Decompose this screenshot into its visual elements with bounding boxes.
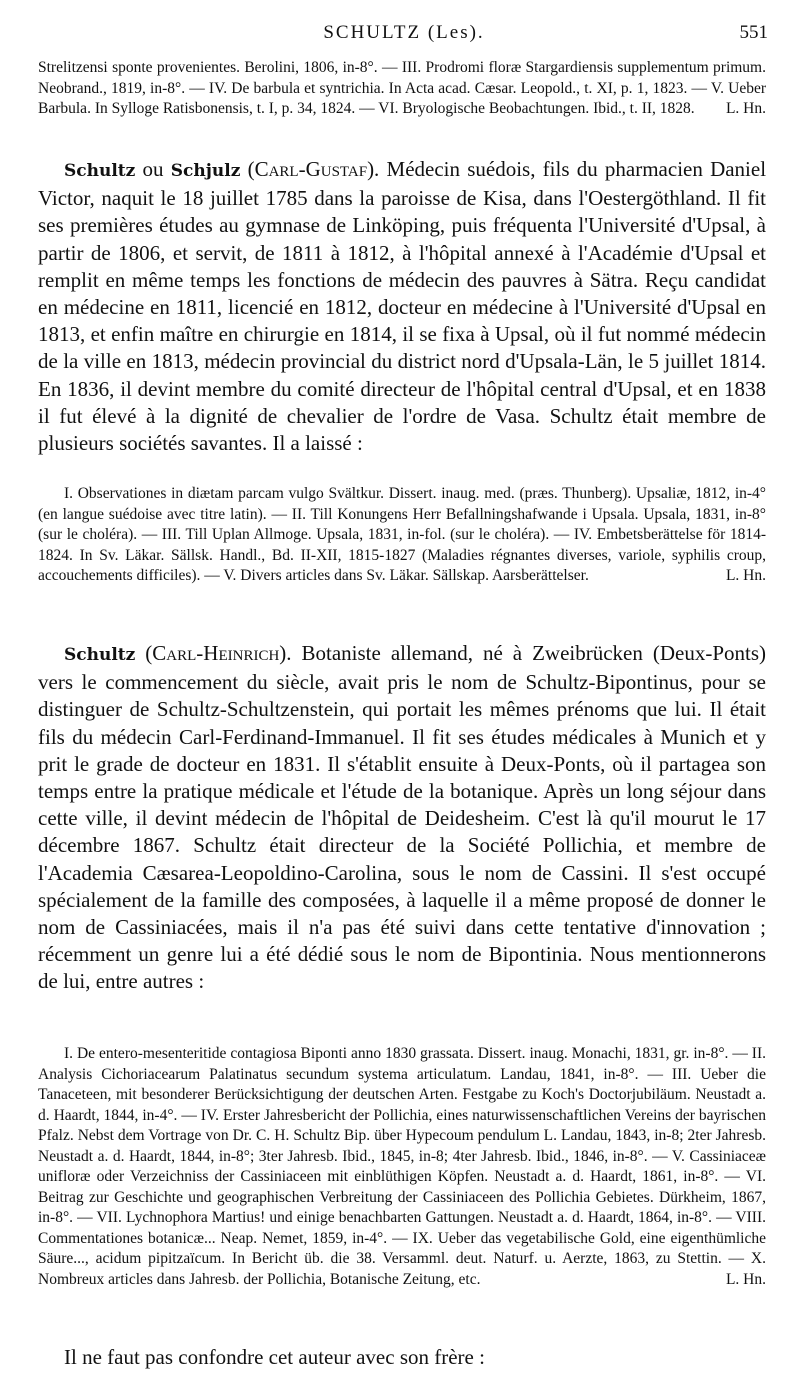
running-head: SCHULTZ (Les). [323,22,485,43]
entry-body: Botaniste allemand, né à Zweibrücken (Deux-Ponts) vers le commencement du siècle, avait pris le nom de Schultz-Bipontinus, pour se distinguer de Schultz-Schultzenstein, qui portait les mêmes prénoms que lui. Il était fils du médecin Carl-Ferdinand-Immanuel. Il fit ses études médicales à Munich et y prit le grade de docteur en 1831. Il s'établit ensuite à Deux-Ponts, où il partagea son temps entre la pratique médicale et l'étude de la botanique. Après un long séjour dans cette ville, il devint médecin de l'hôpital de Deidesheim. C'est là qu'il mourut le 17 décembre 1867. Schultz était directeur de la Société Pollichia, et membre de l'Academia Cæsarea-Leopoldino-Carolina, sous le nom de Cassini. Il s'est occupé spécialement de la famille des composées, à laquelle il a même proposé de donner le nom de Cassiniacées, mais il n'a pas été suivi dans cette tentative d'innovation ; récemment un genre lui a été dédié sous le nom de Bipontinia. Nous mentionnerons de lui, entre autres : [38,641,767,994]
entry-carl-gustaf [38,156,766,457]
closing-paragraph [38,1344,766,1371]
page-header [40,22,768,52]
signature: L. Hn. [725,100,766,117]
page-number: 551 [739,22,768,43]
entry-alt-word: ou [142,157,164,181]
closing-text: Il ne faut pas confondre cet auteur avec son frère : [64,1345,485,1369]
entry-carl-heinrich [38,640,766,996]
works-list: I. Observationes in diætam parcam vulgo Svältkur. Dissert. inaug. med. (præs. Thunberg). Upsaliæ, 1812, in-4° (en langue suédoise avec titre latin). — II. Till Konungens Herr Befallningshafwande i Upsala. Upsala, 1831, in-8° (sur le choléra). — III. Till Uplan Allmoge. Upsala, 1831, in-fol. (sur le choléra). — IV. Embetsberättelse för 1814-1824. In Sv. Läkar. Sällsk. Handl., Bd. II-XII, 1815-1827 (Maladies régnantes diverses, variole, syphilis croup, accouchements difficiles). — V. Divers articles dans Sv. Läkar. Sällskap. Aarsberättelser. [38,485,766,584]
entry-name: Schultz [64,161,136,181]
entry-alt-name: Schjulz [170,161,241,181]
entry-given-names: (Carl-Gustaf). [247,157,380,181]
previous-entry-continuation [38,58,766,120]
works-carl-heinrich [38,1044,766,1290]
signature: L. Hn. [725,1270,766,1288]
entry-name: Schultz [64,645,136,665]
signature: L. Hn. [725,567,766,584]
continuation-text: Strelitzensi sponte provenientes. Berolini, 1806, in-8°. — III. Prodromi floræ Stargardiensis supplementum primum. Neobrand., 1819, in-8°. — IV. De barbula et syntrichia. In Acta acad. Cæsar. Leopold., t. XI, p. 1, 1823. — V. Ueber Barbula. In Sylloge Ratisbonensis, t. I, p. 34, 1824. — VI. Bryologische Beobachtungen. Ibid., t. II, 1828. [38,59,766,117]
entry-given-names: (Carl-Heinrich). [145,641,292,665]
entry-body: Médecin suédois, fils du pharmacien Daniel Victor, naquit le 18 juillet 1785 dans la paroisse de Kisa, dans l'Oestergöthland. Il fit ses premières études au gymnase de Linköping, puis fréquenta l'Université d'Upsal, à partir de 1806, et servit, de 1811 à 1812, à l'hôpital annexé à l'Académie d'Upsal et remplit en même temps les fonctions de médecin des pauvres à Sätra. Reçu candidat en médecine en 1811, licencié en 1812, docteur en médecine à l'Université d'Upsal en 1813, et enfin maître en chirurgie en 1814, il se fixa à Upsal, où il fut nommé médecin de la ville en 1813, médecin provincial du district nord d'Upsala-Län, le 5 juillet 1814. En 1836, il devint membre du comité directeur de l'hôpital central d'Upsal, et en 1838 il fut élevé à la dignité de chevalier de l'ordre de Vasa. Schultz était membre de plusieurs sociétés savantes. Il a laissé : [38,157,767,456]
works-list: I. De entero-mesenteritide contagiosa Biponti anno 1830 grassata. Dissert. inaug. Monachi, 1831, gr. in-8°. — II. Analysis Cichoriacearum Palatinatus secundum systema articulatum. Landau, 1841, in-8°. — III. Ueber die Tanaceteen, mit besonderer Berücksichtigung der deutschen Arten. Festgabe zu Koch's Doctorjubiläum. Neustadt a. d. Haardt, 1844, in-4°. — IV. Erster Jahresbericht der Pollichia, eines naturwissenschaftlichen Vereins der bayrischen Pfalz. Nebst dem Vortrage von Dr. C. H. Schultz Bip. über Hypecoum pendulum L. Landau, 1843, in-8; 2ter Jahresb. Neustadt a. d. Haardt, 1844, in-8°; 3ter Jahresb. Ibid., 1845, in-8; 4ter Jahresb. Ibid., 1846, in-8°. — V. Cassiniaceæ unifloræ oder Verzeichniss der Cassiniaceen mit einblüthigen Köpfen. Neustadt a. d. Haardt, 1861, in-8°. — VI. Beitrag zur Geschichte und geographischen Verbreitung der Cassiniaceen des Pollichia Gebietes. Dürkheim, 1867, in-8°. — VII. Lychnophora Martius! und einige benachbarten Gattungen. Neustadt a. d. Haardt, 1864, in-8°. — VIII. Commentationes botanicæ... Neap. Nemet, 1859, in-4°. — IX. Ueber das vegetabilische Gold, eine eigenthümliche Säure..., acidum pipitzaïcum. In Bericht üb. die 38. Versamml. deut. Naturf. u. Aerzte, 1863, zu Stettin. — X. Nombreux articles dans Jahresb. der Pollichia, Botanische Zeitung, etc. [38,1045,766,1288]
works-carl-gustaf [38,484,766,587]
